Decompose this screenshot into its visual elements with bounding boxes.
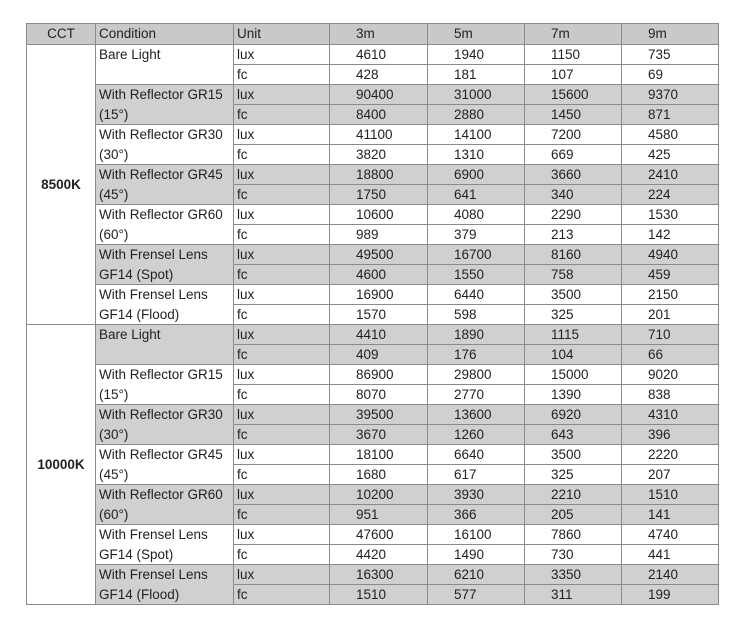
- value-cell: 730: [525, 545, 622, 565]
- value-cell: 10200: [330, 485, 428, 505]
- value-cell: 3820: [330, 145, 428, 165]
- value-cell: 2140: [622, 565, 719, 585]
- unit-cell: fc: [234, 65, 330, 85]
- cct-cell: 10000K: [27, 325, 96, 605]
- value-cell: 1940: [428, 45, 525, 65]
- value-cell: 2770: [428, 385, 525, 405]
- condition-cell: With Reflector GR60 (60°): [96, 485, 234, 525]
- value-cell: 9020: [622, 365, 719, 385]
- table-row: [27, 165, 719, 185]
- value-cell: 7200: [525, 125, 622, 145]
- unit-cell: lux: [234, 565, 330, 585]
- value-cell: 4940: [622, 245, 719, 265]
- value-cell: 16300: [330, 565, 428, 585]
- table-body: [27, 45, 719, 605]
- unit-cell: lux: [234, 485, 330, 505]
- value-cell: 1510: [622, 485, 719, 505]
- value-cell: 1150: [525, 45, 622, 65]
- unit-cell: lux: [234, 205, 330, 225]
- value-cell: 1890: [428, 325, 525, 345]
- header-7m: 7m: [525, 24, 622, 45]
- value-cell: 16100: [428, 525, 525, 545]
- value-cell: 1530: [622, 205, 719, 225]
- unit-cell: fc: [234, 345, 330, 365]
- header-3m: 3m: [330, 24, 428, 45]
- value-cell: 15600: [525, 85, 622, 105]
- value-cell: 142: [622, 225, 719, 245]
- value-cell: 1260: [428, 425, 525, 445]
- value-cell: 2410: [622, 165, 719, 185]
- value-cell: 29800: [428, 365, 525, 385]
- header-5m: 5m: [428, 24, 525, 45]
- value-cell: 325: [525, 465, 622, 485]
- value-cell: 325: [525, 305, 622, 325]
- value-cell: 104: [525, 345, 622, 365]
- value-cell: 49500: [330, 245, 428, 265]
- value-cell: 31000: [428, 85, 525, 105]
- table-row: [27, 485, 719, 505]
- table-row: [27, 245, 719, 265]
- value-cell: 459: [622, 265, 719, 285]
- value-cell: 4420: [330, 545, 428, 565]
- condition-cell: With Reflector GR60 (60°): [96, 205, 234, 245]
- value-cell: 224: [622, 185, 719, 205]
- value-cell: 1115: [525, 325, 622, 345]
- value-cell: 7860: [525, 525, 622, 545]
- table-row: [27, 325, 719, 345]
- value-cell: 1550: [428, 265, 525, 285]
- value-cell: 1750: [330, 185, 428, 205]
- value-cell: 199: [622, 585, 719, 605]
- unit-cell: lux: [234, 405, 330, 425]
- value-cell: 18100: [330, 445, 428, 465]
- condition-cell: With Frensel Lens GF14 (Spot): [96, 525, 234, 565]
- table-row: [27, 125, 719, 145]
- value-cell: 1490: [428, 545, 525, 565]
- condition-cell: With Reflector GR45 (45°): [96, 165, 234, 205]
- value-cell: 4580: [622, 125, 719, 145]
- value-cell: 1570: [330, 305, 428, 325]
- value-cell: 366: [428, 505, 525, 525]
- value-cell: 3500: [525, 445, 622, 465]
- value-cell: 428: [330, 65, 428, 85]
- value-cell: 340: [525, 185, 622, 205]
- value-cell: 2290: [525, 205, 622, 225]
- unit-cell: lux: [234, 85, 330, 105]
- illuminance-table: [26, 23, 719, 605]
- unit-cell: lux: [234, 525, 330, 545]
- value-cell: 3930: [428, 485, 525, 505]
- value-cell: 47600: [330, 525, 428, 545]
- value-cell: 871: [622, 105, 719, 125]
- value-cell: 617: [428, 465, 525, 485]
- value-cell: 1390: [525, 385, 622, 405]
- unit-cell: fc: [234, 465, 330, 485]
- value-cell: 6440: [428, 285, 525, 305]
- value-cell: 1680: [330, 465, 428, 485]
- condition-cell: Bare Light: [96, 45, 234, 85]
- value-cell: 213: [525, 225, 622, 245]
- value-cell: 15000: [525, 365, 622, 385]
- unit-cell: fc: [234, 105, 330, 125]
- header-9m: 9m: [622, 24, 719, 45]
- condition-cell: With Reflector GR30 (30°): [96, 125, 234, 165]
- value-cell: 8160: [525, 245, 622, 265]
- value-cell: 14100: [428, 125, 525, 145]
- table-row: [27, 405, 719, 425]
- value-cell: 758: [525, 265, 622, 285]
- value-cell: 951: [330, 505, 428, 525]
- condition-cell: With Reflector GR15 (15°): [96, 85, 234, 125]
- cct-cell: 8500K: [27, 45, 96, 325]
- unit-cell: fc: [234, 185, 330, 205]
- value-cell: 3660: [525, 165, 622, 185]
- value-cell: 735: [622, 45, 719, 65]
- value-cell: 311: [525, 585, 622, 605]
- value-cell: 4740: [622, 525, 719, 545]
- value-cell: 107: [525, 65, 622, 85]
- value-cell: 6210: [428, 565, 525, 585]
- value-cell: 409: [330, 345, 428, 365]
- value-cell: 10600: [330, 205, 428, 225]
- unit-cell: lux: [234, 165, 330, 185]
- value-cell: 69: [622, 65, 719, 85]
- table-row: [27, 205, 719, 225]
- value-cell: 3350: [525, 565, 622, 585]
- value-cell: 41100: [330, 125, 428, 145]
- value-cell: 86900: [330, 365, 428, 385]
- value-cell: 8400: [330, 105, 428, 125]
- table-row: [27, 565, 719, 585]
- condition-cell: With Reflector GR45 (45°): [96, 445, 234, 485]
- value-cell: 201: [622, 305, 719, 325]
- value-cell: 141: [622, 505, 719, 525]
- value-cell: 577: [428, 585, 525, 605]
- value-cell: 4310: [622, 405, 719, 425]
- value-cell: 989: [330, 225, 428, 245]
- condition-cell: With Frensel Lens GF14 (Spot): [96, 245, 234, 285]
- value-cell: 1510: [330, 585, 428, 605]
- unit-cell: lux: [234, 245, 330, 265]
- value-cell: 18800: [330, 165, 428, 185]
- header-condition: Condition: [96, 24, 234, 45]
- value-cell: 16700: [428, 245, 525, 265]
- unit-cell: fc: [234, 305, 330, 325]
- header-cct: CCT: [27, 24, 96, 45]
- value-cell: 4080: [428, 205, 525, 225]
- condition-cell: Bare Light: [96, 325, 234, 365]
- table-row: [27, 365, 719, 385]
- value-cell: 9370: [622, 85, 719, 105]
- unit-cell: fc: [234, 225, 330, 245]
- table-row: [27, 445, 719, 465]
- value-cell: 39500: [330, 405, 428, 425]
- header-row: [27, 24, 719, 45]
- value-cell: 2210: [525, 485, 622, 505]
- condition-cell: With Reflector GR30 (30°): [96, 405, 234, 445]
- unit-cell: fc: [234, 425, 330, 445]
- value-cell: 669: [525, 145, 622, 165]
- table-row: [27, 285, 719, 305]
- unit-cell: lux: [234, 365, 330, 385]
- value-cell: 1450: [525, 105, 622, 125]
- value-cell: 13600: [428, 405, 525, 425]
- header-unit: Unit: [234, 24, 330, 45]
- value-cell: 205: [525, 505, 622, 525]
- value-cell: 2220: [622, 445, 719, 465]
- value-cell: 441: [622, 545, 719, 565]
- condition-cell: With Reflector GR15 (15°): [96, 365, 234, 405]
- value-cell: 16900: [330, 285, 428, 305]
- value-cell: 207: [622, 465, 719, 485]
- value-cell: 4610: [330, 45, 428, 65]
- table-row: [27, 525, 719, 545]
- value-cell: 3500: [525, 285, 622, 305]
- unit-cell: lux: [234, 325, 330, 345]
- value-cell: 2880: [428, 105, 525, 125]
- value-cell: 643: [525, 425, 622, 445]
- condition-cell: With Frensel Lens GF14 (Flood): [96, 565, 234, 605]
- value-cell: 710: [622, 325, 719, 345]
- unit-cell: lux: [234, 125, 330, 145]
- value-cell: 379: [428, 225, 525, 245]
- unit-cell: fc: [234, 545, 330, 565]
- value-cell: 2150: [622, 285, 719, 305]
- unit-cell: lux: [234, 45, 330, 65]
- value-cell: 3670: [330, 425, 428, 445]
- value-cell: 6900: [428, 165, 525, 185]
- unit-cell: lux: [234, 445, 330, 465]
- unit-cell: fc: [234, 265, 330, 285]
- value-cell: 1310: [428, 145, 525, 165]
- value-cell: 425: [622, 145, 719, 165]
- value-cell: 396: [622, 425, 719, 445]
- value-cell: 4600: [330, 265, 428, 285]
- value-cell: 6640: [428, 445, 525, 465]
- value-cell: 181: [428, 65, 525, 85]
- value-cell: 4410: [330, 325, 428, 345]
- value-cell: 8070: [330, 385, 428, 405]
- table-row: [27, 85, 719, 105]
- unit-cell: fc: [234, 585, 330, 605]
- unit-cell: lux: [234, 285, 330, 305]
- value-cell: 6920: [525, 405, 622, 425]
- unit-cell: fc: [234, 505, 330, 525]
- value-cell: 66: [622, 345, 719, 365]
- value-cell: 598: [428, 305, 525, 325]
- unit-cell: fc: [234, 385, 330, 405]
- value-cell: 641: [428, 185, 525, 205]
- unit-cell: fc: [234, 145, 330, 165]
- value-cell: 90400: [330, 85, 428, 105]
- table-row: [27, 45, 719, 65]
- value-cell: 176: [428, 345, 525, 365]
- condition-cell: With Frensel Lens GF14 (Flood): [96, 285, 234, 325]
- value-cell: 838: [622, 385, 719, 405]
